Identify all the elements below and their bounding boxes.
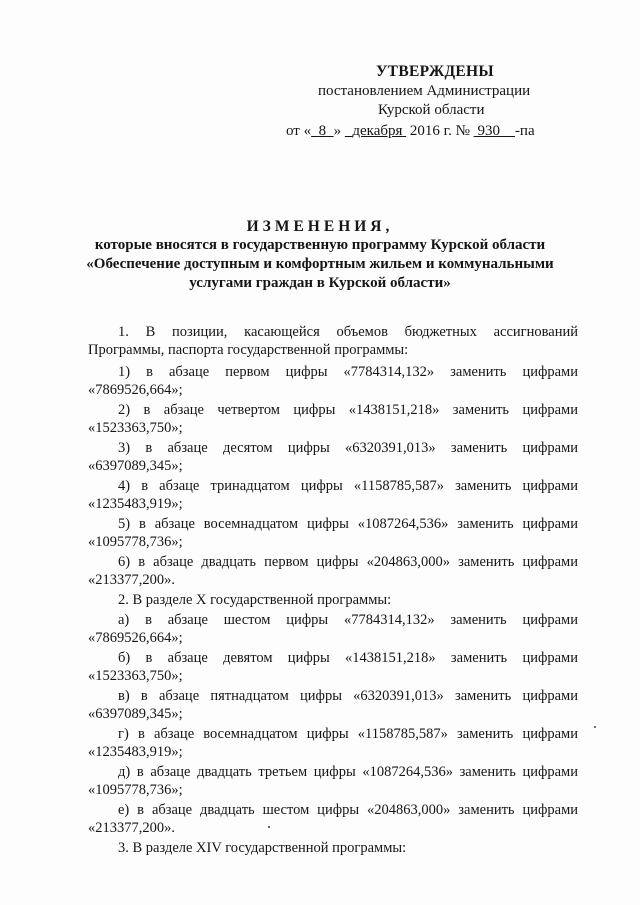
scan-speck (594, 726, 596, 728)
approval-number: 930 (477, 123, 500, 139)
approval-suffix: -па (514, 123, 535, 139)
approval-line-2: Курской области (378, 102, 485, 118)
approval-line-1: постановлением Администрации (318, 83, 531, 99)
paragraph: 1) в абзаце первом цифры «7784314,132» заменить цифрами «7869526,664»; (88, 364, 578, 398)
paragraph: е) в абзаце двадцать шестом цифры «204863,000» заменить цифрами «213377,200». (88, 802, 578, 836)
document-body (88, 323, 578, 859)
document-heading (60, 217, 580, 293)
paragraph: 2) в абзаце четвертом цифры «1438151,218» заменить цифрами «1523363,750»; (88, 402, 578, 436)
approval-date-line (286, 122, 535, 141)
paragraph: б) в абзаце девятом цифры «1438151,218» заменить цифрами «1523363,750»; (88, 650, 578, 684)
heading-line-4: услугами граждан в Курской области» (189, 275, 451, 291)
approval-day: 8 (318, 123, 327, 139)
heading-line-2: которые вносятся в государственную программу Курской области (94, 237, 546, 253)
paragraph: 6) в абзаце двадцать первом цифры «204863,000» заменить цифрами «213377,200». (88, 554, 578, 588)
scan-speck (268, 826, 270, 828)
date-quote-close: » (333, 123, 342, 139)
paragraph: д) в абзаце двадцать третьем цифры «1087264,536» заменить цифрами «1095778,736»; (88, 764, 578, 798)
paragraph: в) в абзаце пятнадцатом цифры «6320391,013» заменить цифрами «6397089,345»; (88, 688, 578, 722)
paragraph: 3. В разделе XIV государственной программы: (118, 840, 407, 856)
paragraph: 1. В позиции, касающейся объемов бюджетных ассигнований Программы, паспорта государственной программы: (88, 324, 578, 358)
approval-month: декабря (352, 123, 403, 139)
heading-title: ИЗМЕНЕНИЯ, (246, 218, 394, 235)
date-prefix: от « (286, 123, 312, 139)
paragraph: а) в абзаце шестом цифры «7784314,132» заменить цифрами «7869526,664»; (88, 612, 578, 646)
paragraph: г) в абзаце восемнадцатом цифры «1158785,587» заменить цифрами «1235483,919»; (88, 726, 578, 760)
paragraph: 3) в абзаце десятом цифры «6320391,013» заменить цифрами «6397089,345»; (88, 440, 578, 474)
paragraph: 4) в абзаце тринадцатом цифры «1158785,587» заменить цифрами «1235483,919»; (88, 478, 578, 512)
approval-title: УТВЕРЖДЕНЫ (376, 63, 494, 80)
heading-line-3: «Обеспечение доступным и комфортным жильем и коммунальными (86, 256, 554, 272)
approval-year: 2016 г. № (409, 123, 470, 139)
paragraph: 2. В разделе X государственной программы: (118, 592, 392, 608)
paragraph: 5) в абзаце восемнадцатом цифры «1087264,536» заменить цифрами «1095778,736»; (88, 516, 578, 550)
